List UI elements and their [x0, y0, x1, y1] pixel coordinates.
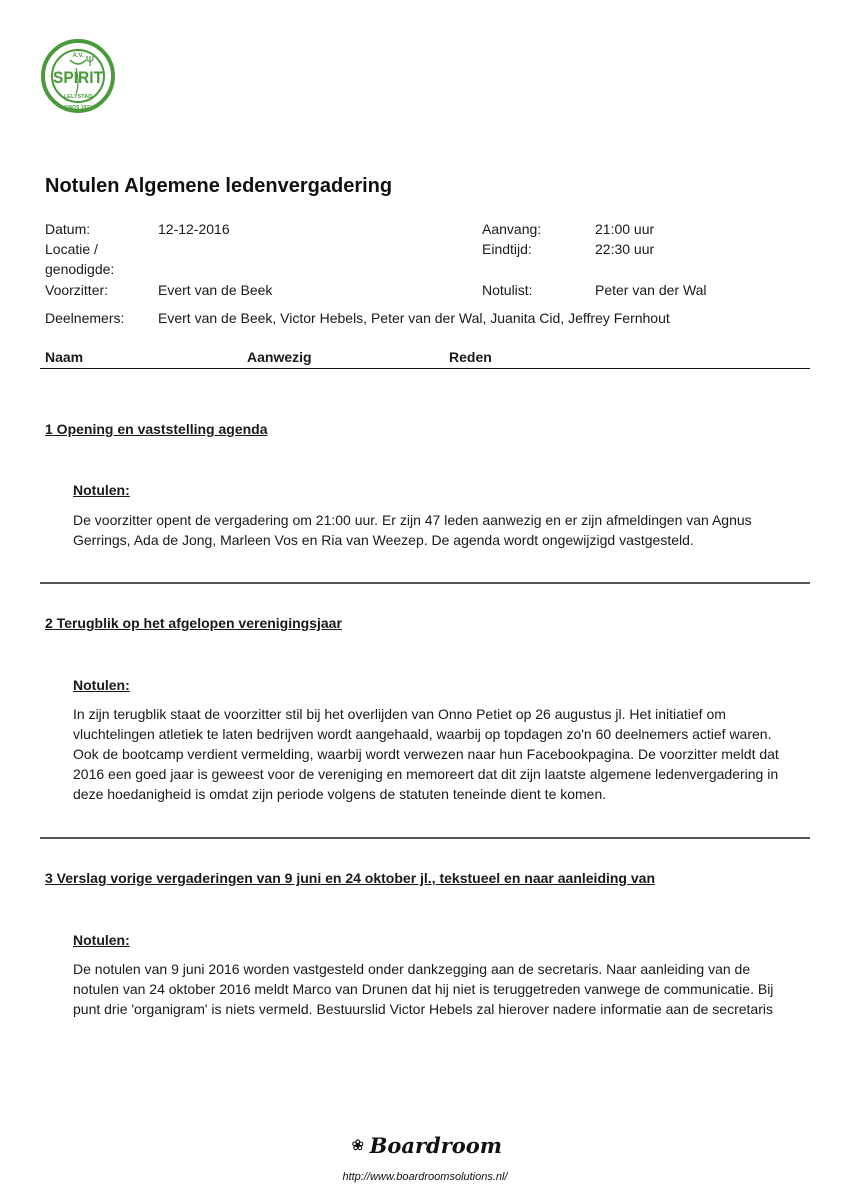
notes-line: In zijn terugblik staat de voorzitter stil bij het overlijden van Onno Petiet op 26 augustus jl. Het initiatief om [73, 706, 726, 722]
eindtijd-value: 22:30 uur [595, 241, 655, 257]
notes-line: Gerrings, Ada de Jong, Marleen Vos en Ria van Weezep. De agenda wordt ongewijzigd vastgesteld. [73, 532, 694, 548]
svg-text:SPIRIT: SPIRIT [53, 68, 104, 87]
section-title: 2 Terugblik op het afgelopen verenigingsjaar [45, 615, 342, 631]
eindtijd-label: Eindtijd: [482, 241, 532, 257]
datum-label: Datum: [45, 221, 91, 237]
deelnemers-label: Deelnemers: [45, 310, 125, 326]
spirit-emblem-icon [40, 38, 116, 114]
table-header-aanwezig: Aanwezig [247, 349, 312, 365]
table-header-divider [40, 368, 810, 369]
notes-line: De notulen van 9 juni 2016 worden vastgesteld onder dankzegging aan de secretaris. Naar aanleiding van de [73, 961, 751, 977]
notulen-label: Notulen: [73, 482, 130, 498]
table-header-reden: Reden [449, 349, 492, 365]
notulist-label: Notulist: [482, 282, 533, 298]
boardroom-logo [352, 1128, 502, 1162]
deelnemers-value: Evert van de Beek, Victor Hebels, Peter van der Wal, Juanita Cid, Jeffrey Fernhout [158, 310, 670, 326]
section-title: 3 Verslag vorige vergaderingen van 9 juni en 24 oktober jl., tekstueel en naar aanleiding van [45, 870, 655, 886]
aanvang-value: 21:00 uur [595, 221, 655, 237]
genodigde-label: genodigde: [45, 261, 115, 277]
datum-value: 12-12-2016 [158, 221, 230, 237]
notes-line: notulen van 24 oktober 2016 meldt Marco van Drunen dat hij niet is teruggetreden vanwege de communicatie. Bij [73, 981, 774, 997]
section-divider [40, 582, 810, 584]
notes-line: 2016 een goed jaar is geweest voor de vereniging en memoreert dat dit zijn laatste algemene ledenvergadering in [73, 766, 779, 782]
notulist-value: Peter van der Wal [595, 282, 707, 298]
boardroom-flower-icon [352, 1129, 364, 1161]
notes-line: Ook de bootcamp verdient vermelding, waarbij wordt verwezen naar hun Facebookpagina. De voorzitter meldt dat [73, 746, 779, 762]
svg-text:A.V.: A.V. [72, 53, 84, 59]
locatie-label: Locatie / [45, 241, 98, 257]
notes-line: De voorzitter opent de vergadering om 21:00 uur. Er zijn 47 leden aanwezig en er zijn afmeldingen van Agnus [73, 512, 752, 528]
footer-url-link[interactable]: http://www.boardroomsolutions.nl/ [342, 1171, 508, 1183]
notes-line: vluchtelingen atletiek te laten bedrijven wordt aangehaald, waarbij op topdagen zo'n 60 deelnemers actief waren. [73, 726, 772, 742]
section-title: 1 Opening en vaststelling agenda [45, 421, 268, 437]
voorzitter-value: Evert van de Beek [158, 282, 273, 298]
notulen-label: Notulen: [73, 677, 130, 693]
notes-line: deze hoedanigheid is omdat zijn periode volgens de statuten teneinde dient te komen. [73, 786, 607, 802]
notulen-label: Notulen: [73, 932, 130, 948]
voorzitter-label: Voorzitter: [45, 282, 109, 298]
footer-brand: Boardroom [369, 1132, 502, 1158]
section-divider [40, 837, 810, 839]
section-notes [73, 704, 813, 804]
aanvang-label: Aanvang: [482, 221, 542, 237]
section-notes [73, 510, 813, 550]
club-logo [40, 38, 116, 114]
table-header-naam: Naam [45, 349, 84, 365]
document-title: Notulen Algemene ledenvergadering [45, 175, 393, 197]
notes-line: punt drie 'organigram' is niets vermeld. Bestuurslid Victor Hebels zal hierover nadere informatie aan de secretaris [73, 1001, 773, 1017]
section-notes [73, 959, 813, 1019]
svg-text:SINDS 1972: SINDS 1972 [64, 105, 92, 111]
svg-text:LELYSTAD: LELYSTAD [63, 94, 93, 100]
